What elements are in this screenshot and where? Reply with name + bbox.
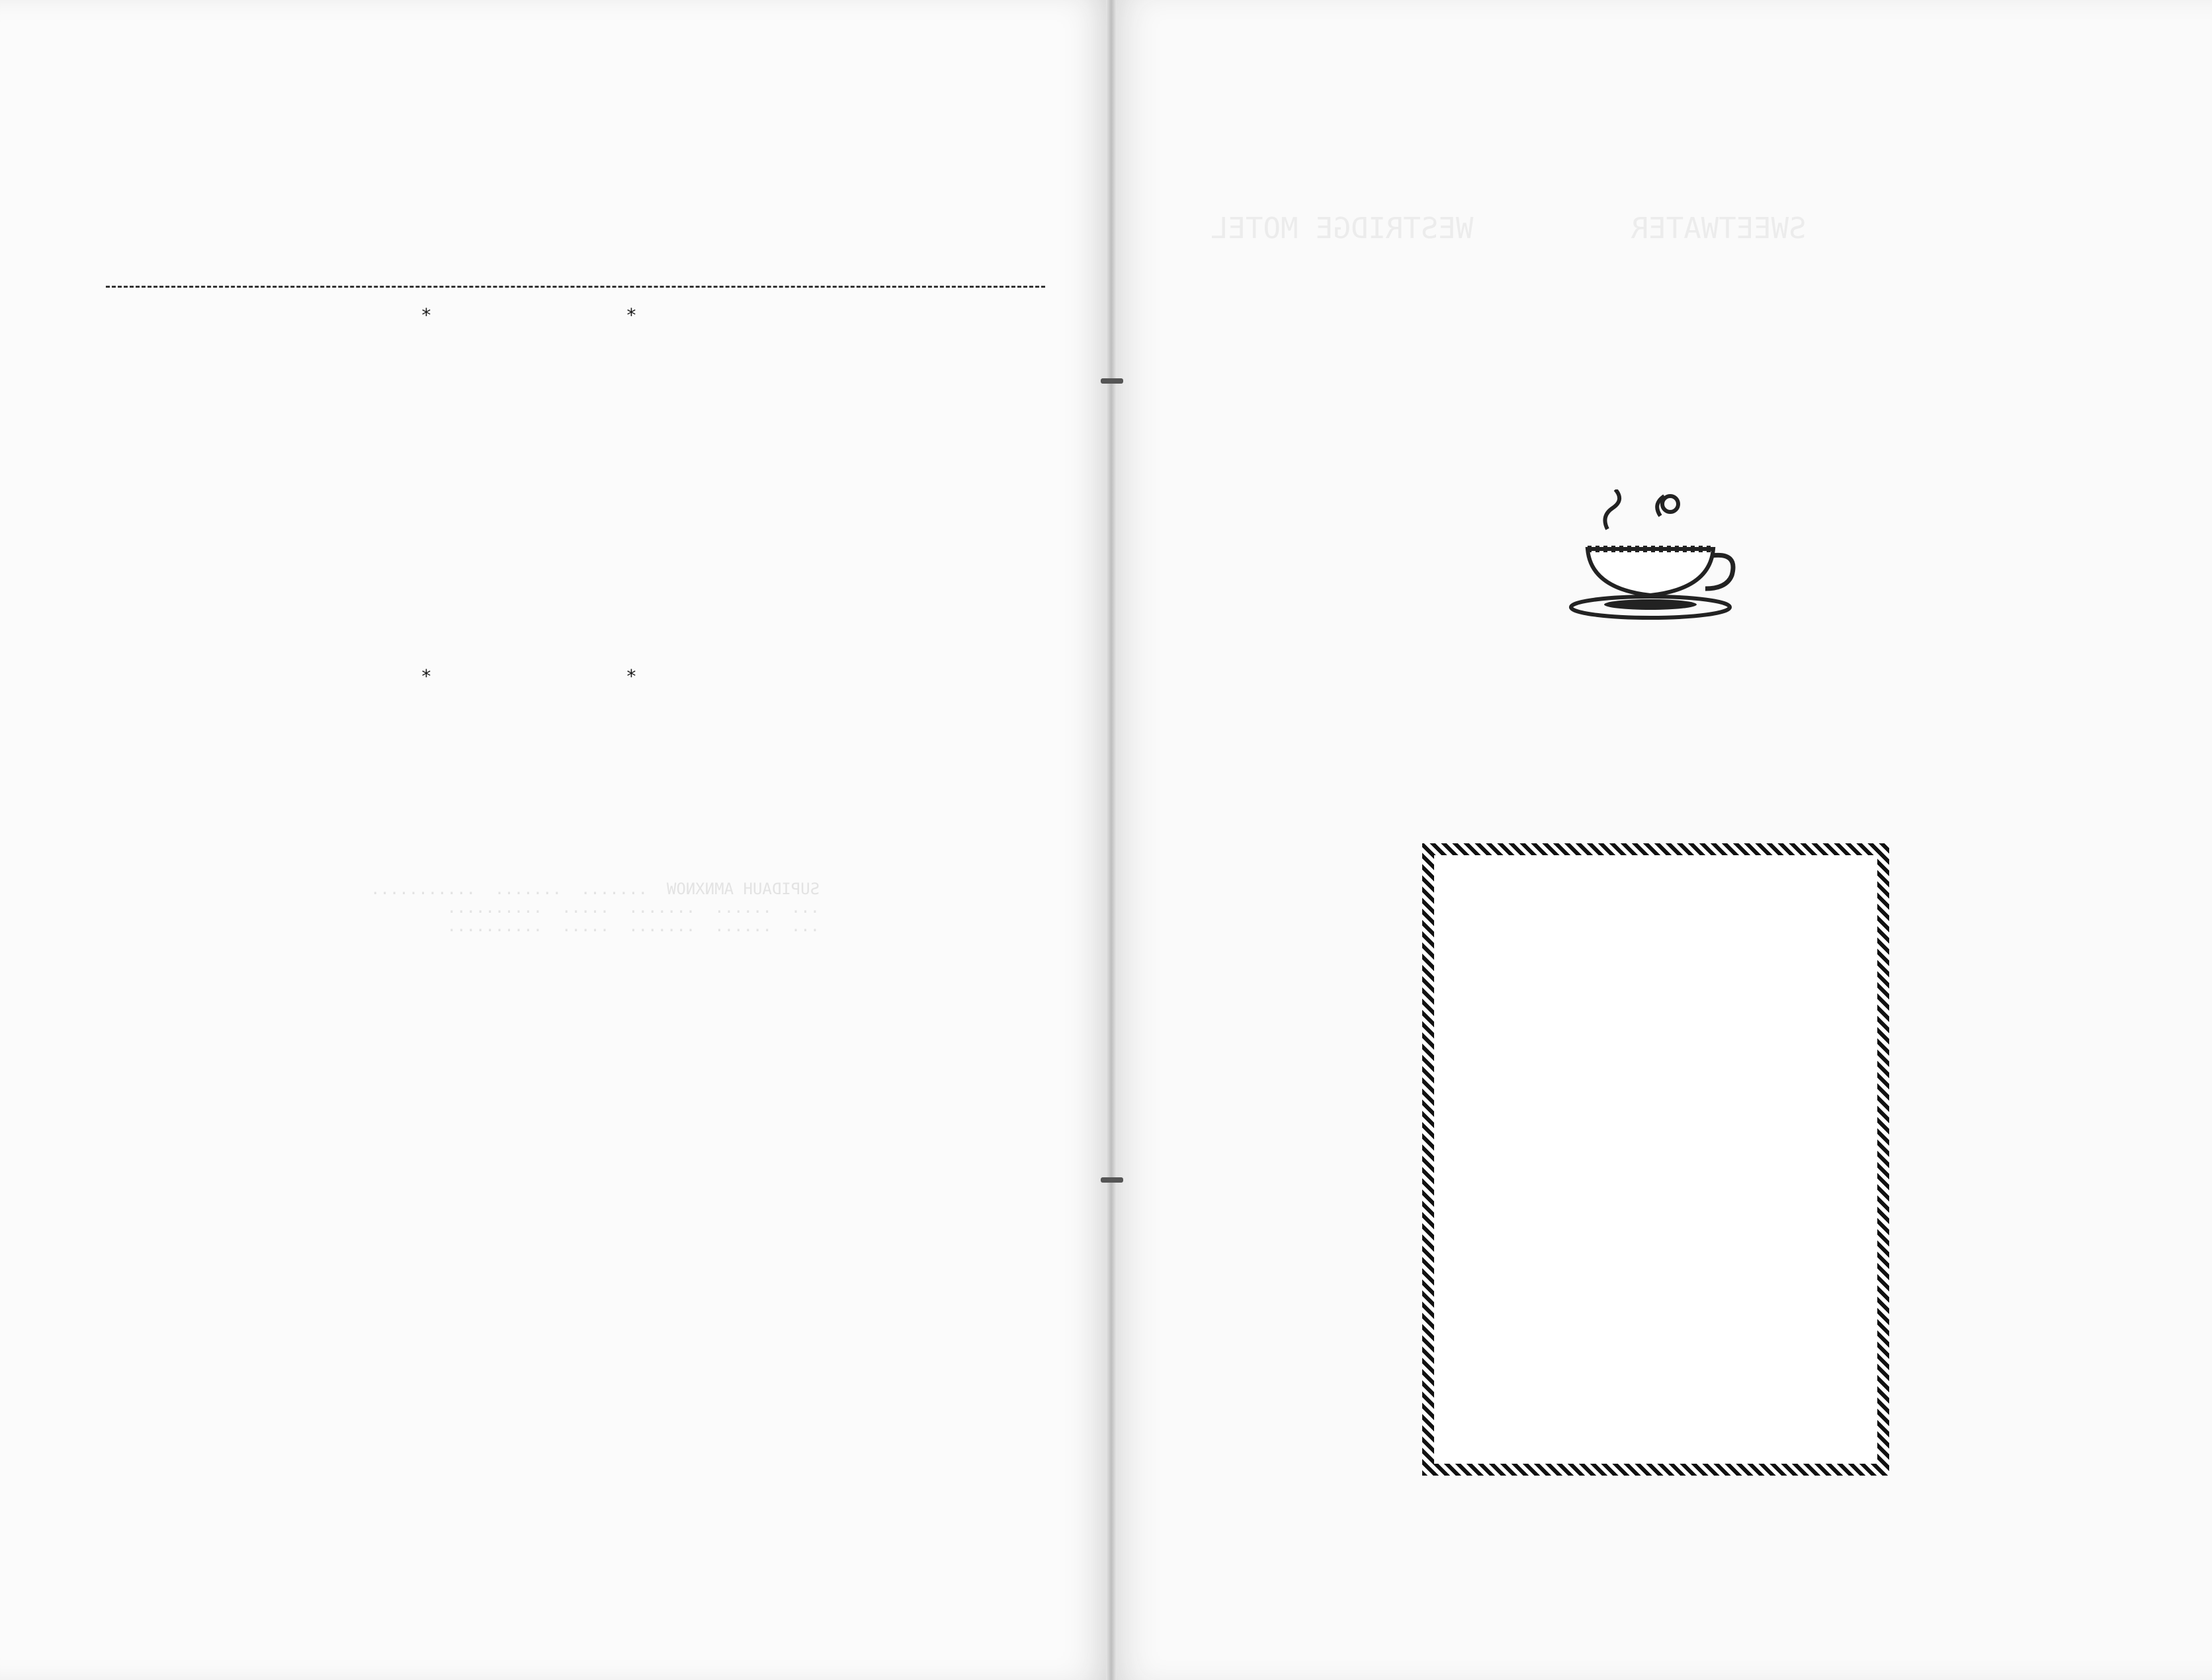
header-divider — [106, 286, 1045, 288]
bleed-through-text: SUPIDAUH AMNXNOW ....... ....... ........... ... ...... ....... ..... .......... ... ...... ....... ..... .......... — [370, 880, 820, 935]
staple — [1101, 1177, 1123, 1183]
sponsor-ad-box — [1422, 843, 1889, 1476]
staple — [1101, 378, 1123, 384]
asterisk-marker: * — [421, 665, 432, 687]
asterisk-marker: * — [626, 665, 637, 687]
session-datetime — [397, 705, 450, 724]
asterisk-marker: * — [421, 304, 432, 326]
session-datetime — [397, 345, 450, 364]
coffee-cup-icon — [1561, 489, 1740, 622]
booklet-fold — [1106, 0, 1117, 1680]
bleed-through-text: SWEETWATER WESTRIDGE MOTEL — [1211, 212, 1807, 245]
asterisk-marker: * — [626, 304, 637, 326]
